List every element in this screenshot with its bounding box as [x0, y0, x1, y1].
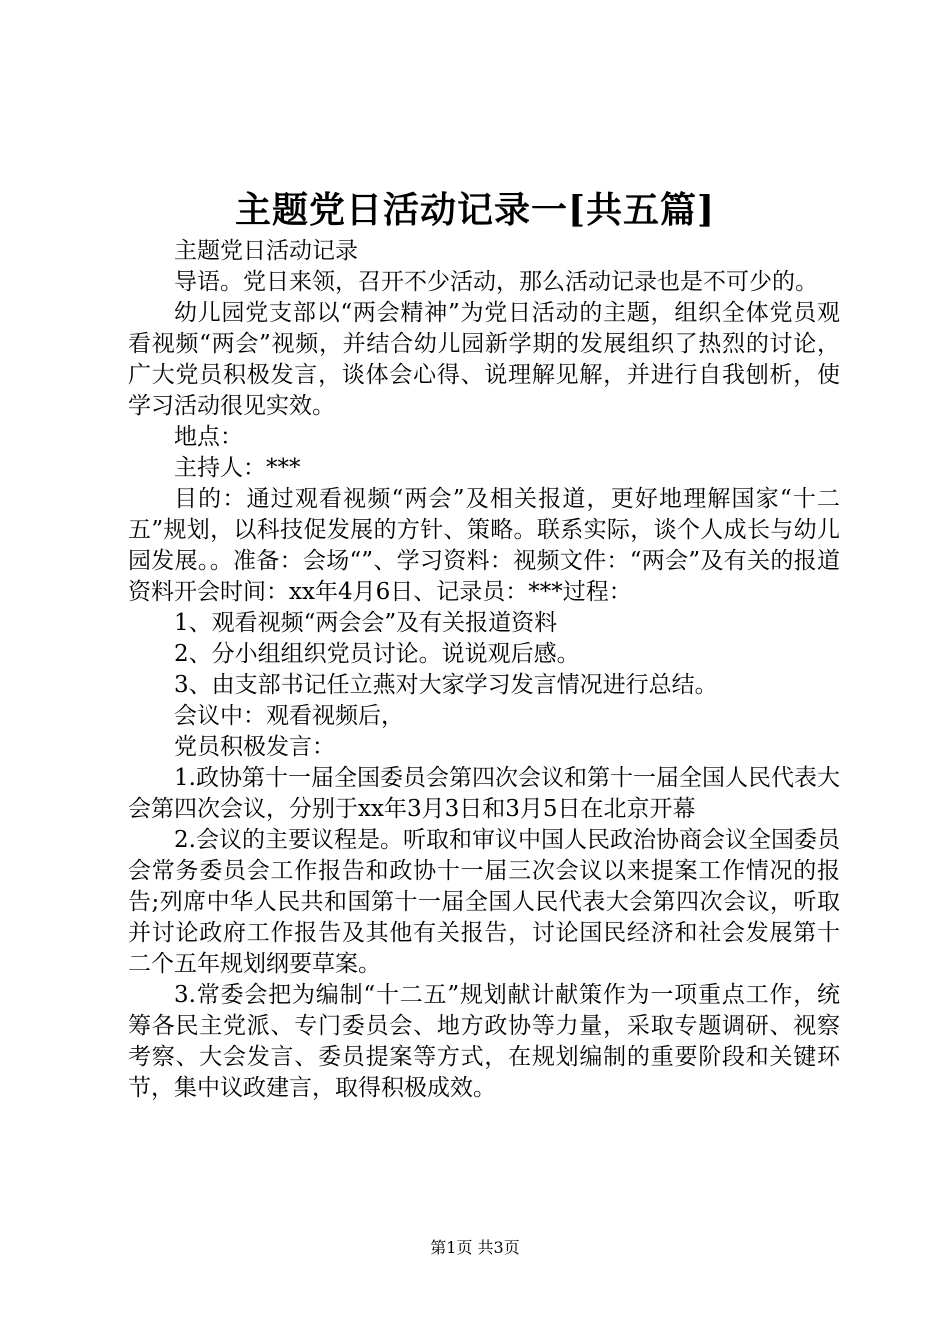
paragraph: 1、观看视频“两会会”及有关报道资料 — [174, 610, 558, 636]
paragraph: 2.会议的主要议程是。听取和审议中国人民政治协商会议全国委员会常务委员会工作报告和政协十一届三次会议以来提案工作情况的报告;列席中华人民共和国第十一届全国人民代表大会第四次会议，听取并讨论政府工作报告及其他有关报告，讨论国民经济和社会发展第十二个五年规划纲要草案。 — [128, 827, 840, 977]
paragraph: 主持人：*** — [174, 455, 301, 481]
paragraph: 地点： — [174, 424, 243, 450]
paragraph: 会议中：观看视频后， — [174, 703, 404, 729]
paragraph: 3.常委会把为编制“十二五”规划献计献策作为一项重点工作，统筹各民主党派、专门委员会、地方政协等力量，采取专题调研、视察考察、大会发言、委员提案等方式，在规划编制的重要阶段和关键环节，集中议政建言，取得积极成效。 — [128, 982, 840, 1101]
paragraph: 3、由支部书记任立燕对大家学习发言情况进行总结。 — [174, 672, 718, 698]
paragraph: 1.政协第十一届全国委员会第四次会议和第十一届全国人民代表大会第四次会议，分别于xx年3月3日和3月5日在北京开幕 — [128, 765, 840, 822]
document-title: 主题党日活动记录一[共五篇] — [234, 189, 716, 231]
paragraph: 幼儿园党支部以“两会精神”为党日活动的主题，组织全体党员观看视频“两会”视频，并结合幼儿园新学期的发展组织了热烈的讨论，广大党员积极发言，谈体会心得、说理解见解，并进行自我刨析，使学习活动很见实效。 — [128, 300, 840, 419]
paragraph: 党员积极发言： — [174, 734, 335, 760]
paragraph: 2、分小组组织党员讨论。说说观后感。 — [174, 641, 580, 667]
paragraph: 目的：通过观看视频“两会”及相关报道，更好地理解国家“十二五”规划，以科技促发展的方针、策略。联系实际，谈个人成长与幼儿园发展。。准备：会场“”、学习资料：视频文件：“两会”及有关的报道资料开会时间：xx年4月6日、记录员：***过程： — [128, 486, 840, 605]
page-footer: 第1页 共3页 — [430, 1238, 520, 1257]
paragraph: 导语。党日来领，召开不少活动，那么活动记录也是不可少的。 — [174, 269, 818, 295]
paragraph: 主题党日活动记录 — [174, 238, 358, 264]
document-body — [128, 236, 840, 1104]
